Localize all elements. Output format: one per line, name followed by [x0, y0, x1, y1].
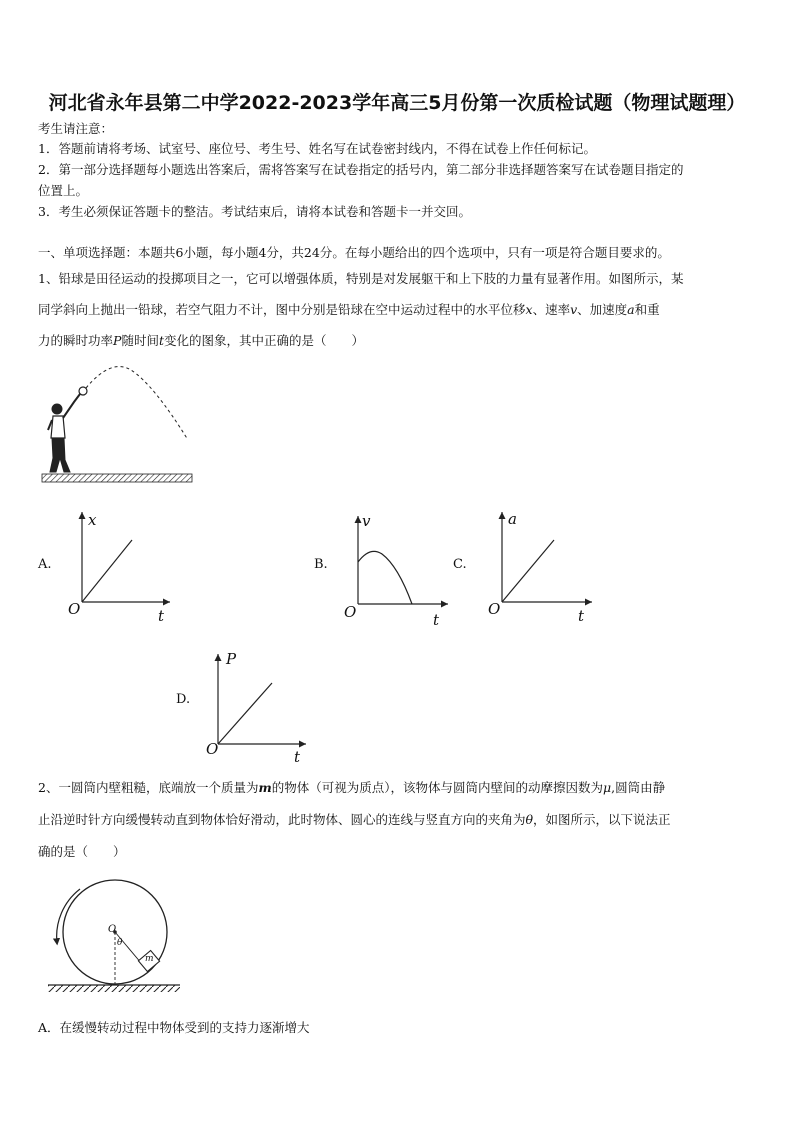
shotput-ball — [79, 387, 87, 395]
graph-c-x-label: t — [578, 607, 585, 625]
notice-item-1: 1．答题前请将考场、试室号、座位号、考生号、姓名写在试卷密封线内，不得在试卷上作任何标记。 — [38, 141, 596, 156]
option-a-label: A. — [38, 557, 52, 572]
option-c-label: C. — [453, 557, 467, 572]
graph-curve — [358, 551, 412, 604]
q1-line1: 1、铅球是田径运动的投掷项目之一，它可以增强体质，特别是对发展躯干和上下肢的力量有显著作用。如图所示，某 — [38, 271, 684, 286]
q1-line3 — [38, 332, 364, 350]
q1-text: 、速率 — [532, 302, 571, 317]
graph-c — [486, 506, 606, 626]
graph-d-y-label: P — [226, 650, 237, 668]
q2-line1 — [38, 779, 665, 797]
graph-a-x-label: t — [158, 607, 165, 625]
q2-line3: 确的是（ ） — [38, 844, 126, 859]
ground — [42, 474, 192, 482]
graph-b-x-label: t — [433, 611, 440, 629]
graph-line — [82, 540, 132, 602]
q2-text: ，如图所示，以下说法正 — [533, 812, 671, 827]
var-a: a — [627, 302, 635, 317]
shotput-figure — [36, 360, 206, 485]
notice-item-2: 2．第一部分选择题每小题选出答案后，需将答案写在试卷指定的括号内，第二部分非选择题答案写在试卷题目指定的 — [38, 162, 684, 177]
q1-text: 和重 — [634, 302, 660, 317]
ground-hatch — [48, 985, 180, 992]
fig-mass-label: m — [145, 954, 154, 964]
graph-d-x-label: t — [294, 748, 301, 766]
q1-text: 随时间 — [121, 333, 159, 348]
var-t: t — [158, 333, 164, 348]
fig-theta-label: θ — [117, 938, 123, 948]
graph-c-origin: O — [488, 600, 501, 618]
graph-b — [340, 510, 460, 620]
q2-line2 — [38, 811, 671, 829]
graph-c-y-label: a — [508, 510, 517, 528]
var-theta: θ — [525, 812, 534, 827]
q2-text: ,圆筒由静 — [611, 780, 666, 795]
q2-text: 2、一圆筒内壁粗糙，底端放一个质量为 — [38, 780, 259, 795]
var-x: x — [525, 302, 533, 317]
var-v: v — [570, 302, 578, 317]
graph-b-origin: O — [344, 603, 357, 621]
graph-a-origin: O — [68, 600, 81, 618]
graph-a-y-label: x — [88, 511, 97, 529]
cylinder-figure — [40, 875, 185, 1000]
q1-text: 变化的图象，其中正确的是（ ） — [163, 333, 364, 348]
trajectory — [86, 367, 188, 440]
q1-text: 同学斜向上抛出一铅球，若空气阻力不计，图中分别是铅球在空中运动过程中的水平位移 — [38, 302, 526, 317]
q1-text: 、加速度 — [577, 302, 628, 317]
var-mu: μ — [602, 780, 612, 795]
notice-heading: 考生请注意： — [38, 121, 114, 136]
graph-line — [218, 683, 272, 744]
person-icon — [48, 394, 80, 472]
section-heading: 一、单项选择题：本题共6小题，每小题4分，共24分。在每小题给出的四个选项中，只有一项是符合题目要求的。 — [38, 245, 670, 260]
graph-b-y-label: v — [362, 512, 371, 530]
graph-line — [502, 540, 554, 602]
var-m: m — [258, 780, 272, 795]
q1-text: 力的瞬时功率 — [38, 333, 114, 348]
page-title: 河北省永年县第二中学2022-2023学年高三5月份第一次质检试题（物理试题理） — [48, 92, 746, 114]
q2-text: 的物体（可视为质点），该物体与圆筒内壁间的动摩擦因数为 — [271, 780, 603, 795]
graph-d-origin: O — [206, 740, 219, 758]
option-b-label: B. — [314, 557, 328, 572]
q2-text: 止沿逆时针方向缓慢转动直到物体恰好滑动，此时物体、圆心的连线与竖直方向的夹角为 — [38, 812, 526, 827]
q1-line2 — [38, 301, 660, 319]
notice-item-2-cont: 位置上。 — [38, 183, 89, 198]
var-P: P — [113, 333, 122, 348]
fig-center-label: O — [108, 924, 117, 935]
notice-item-3: 3．考生必须保证答题卡的整洁。考试结束后，请将本试卷和答题卡一并交回。 — [38, 204, 471, 219]
q2-option-a: A．在缓慢转动过程中物体受到的支持力逐渐增大 — [38, 1020, 310, 1035]
option-d-label: D. — [176, 692, 191, 707]
